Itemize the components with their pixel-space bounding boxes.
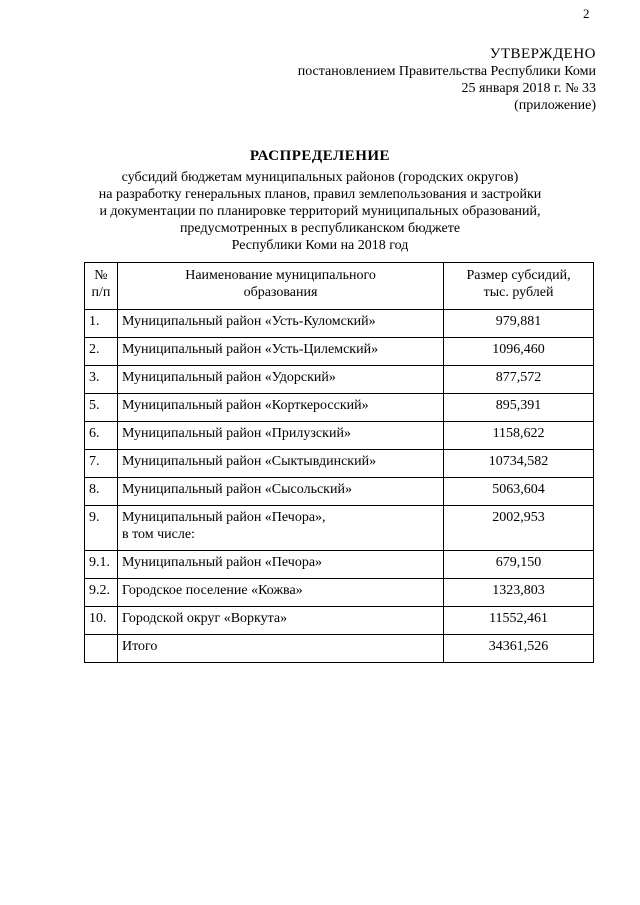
- row-number: 6.: [85, 422, 118, 450]
- header-number-line1: №: [94, 268, 108, 283]
- row-number: 7.: [85, 450, 118, 478]
- header-amount: [444, 263, 594, 310]
- row-amount: 979,881: [444, 310, 594, 338]
- row-name: Городской округ «Воркута»: [117, 607, 443, 635]
- table-row: [85, 310, 594, 338]
- row-name: Муниципальный район «Корткеросский»: [117, 394, 443, 422]
- header-number-line2: п/п: [91, 285, 111, 300]
- header-number: [85, 263, 118, 310]
- row-amount: 1096,460: [444, 338, 594, 366]
- row-name: Муниципальный район «Сысольский»: [117, 478, 443, 506]
- approval-appendix: (приложение): [514, 98, 596, 113]
- table-header-row: [85, 263, 594, 310]
- row-number: 2.: [85, 338, 118, 366]
- row-amount: 10734,582: [444, 450, 594, 478]
- header-amount-line1: Размер субсидий,: [466, 268, 571, 283]
- row-number: 9.: [85, 506, 118, 551]
- table-row: [85, 394, 594, 422]
- table-row: [85, 551, 594, 579]
- header-name: [117, 263, 443, 310]
- row-number: 8.: [85, 478, 118, 506]
- row-number: 5.: [85, 394, 118, 422]
- row-amount: 1323,803: [444, 579, 594, 607]
- subtitle-line-3: и документации по планировке территорий муниципальных образований,: [99, 204, 541, 219]
- subtitle-line-2: на разработку генеральных планов, правил землепользования и застройки: [98, 187, 542, 202]
- approval-date: 25 января 2018 г. № 33: [461, 81, 596, 96]
- row-name: Муниципальный район «Удорский»: [117, 366, 443, 394]
- row-name-line1: Муниципальный район «Печора»,: [121, 510, 326, 525]
- row-amount: 679,150: [444, 551, 594, 579]
- row-name: Муниципальный район «Сыктывдинский»: [117, 450, 443, 478]
- approval-block: [298, 46, 596, 114]
- row-name: [117, 506, 443, 551]
- header-amount-line2: тыс. рублей: [483, 285, 554, 300]
- row-amount: 11552,461: [444, 607, 594, 635]
- table-row: [85, 478, 594, 506]
- table-row: [85, 450, 594, 478]
- subtitle-line-4: предусмотренных в республиканском бюджете: [179, 221, 461, 236]
- row-amount: 877,572: [444, 366, 594, 394]
- table-row: [85, 579, 594, 607]
- table-row: [85, 506, 594, 551]
- document-heading: [0, 148, 640, 254]
- table-row: [85, 607, 594, 635]
- row-number: 10.: [85, 607, 118, 635]
- row-number: 9.1.: [85, 551, 118, 579]
- approval-resolution: постановлением Правительства Республики Коми: [297, 64, 596, 79]
- row-number: [85, 635, 118, 663]
- row-number: 1.: [85, 310, 118, 338]
- header-name-line1: Наименование муниципального: [185, 268, 376, 283]
- table-row: [85, 338, 594, 366]
- row-number: 3.: [85, 366, 118, 394]
- row-name: Муниципальный район «Усть-Цилемский»: [117, 338, 443, 366]
- row-name: Муниципальный район «Усть-Куломский»: [117, 310, 443, 338]
- row-name-line2: в том числе:: [121, 527, 195, 542]
- subtitle-line-5: Республики Коми на 2018 год: [231, 238, 409, 253]
- table-row: [85, 366, 594, 394]
- total-amount: 34361,526: [444, 635, 594, 663]
- table-total-row: [85, 635, 594, 663]
- row-name: Муниципальный район «Прилузский»: [117, 422, 443, 450]
- document-title: РАСПРЕДЕЛЕНИЕ: [249, 148, 391, 164]
- row-number: 9.2.: [85, 579, 118, 607]
- approval-title: УТВЕРЖДЕНО: [489, 46, 596, 62]
- row-amount: 1158,622: [444, 422, 594, 450]
- page-number: 2: [583, 6, 590, 21]
- header-name-line2: образования: [243, 285, 318, 300]
- subtitle-line-1: субсидий бюджетам муниципальных районов (городских округов): [121, 170, 519, 185]
- row-name: Муниципальный район «Печора»: [117, 551, 443, 579]
- row-amount: 2002,953: [444, 506, 594, 551]
- row-name: Городское поселение «Кожва»: [117, 579, 443, 607]
- total-label: Итого: [117, 635, 443, 663]
- row-amount: 895,391: [444, 394, 594, 422]
- allocation-table: [84, 262, 594, 663]
- table-row: [85, 422, 594, 450]
- row-amount: 5063,604: [444, 478, 594, 506]
